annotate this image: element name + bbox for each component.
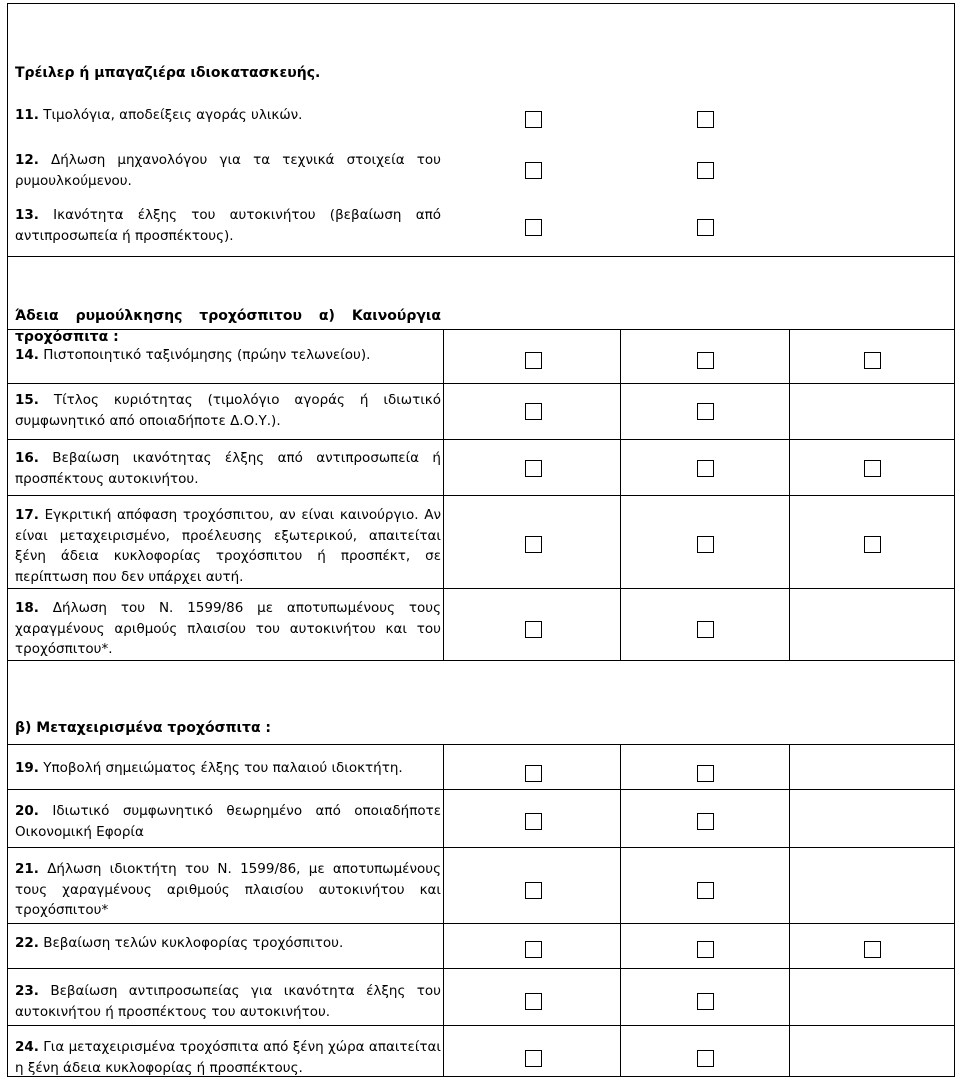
column-divider [620,744,621,1077]
list-item: 12. Δήλωση μηχανολόγου για τα τεχνικά στοιχεία του ρυμουλκούμενου. [15,152,441,189]
list-item: 24. Για μεταχειρισμένα τροχόσπιτα από ξένη χώρα απαιτείται η ξένη άδεια κυκλοφορίας ή προσπέκτους. [15,1039,441,1076]
section-title: Άδεια ρυμούλκησης τροχόσπιτου α) Καινούργια τροχόσπιτα : [15,308,441,345]
list-item: 13. Ικανότητα έλξης του αυτοκινήτου (βεβαίωση από αντιπροσωπεία ή προσπέκτους). [15,207,441,244]
checkbox[interactable] [697,813,714,830]
list-item: 20. Ιδιωτικό συμφωνητικό θεωρημένο από οποιαδήποτε Οικονομική Εφορία [15,803,441,840]
column-divider [789,329,790,660]
checkbox[interactable] [525,536,542,553]
checkbox[interactable] [864,941,881,958]
column-divider [620,329,621,660]
list-item: 22. Βεβαίωση τελών κυκλοφορίας τροχόσπιτου. [15,935,344,951]
checkbox[interactable] [864,536,881,553]
checkbox[interactable] [525,765,542,782]
row-divider [7,383,955,384]
checkbox[interactable] [697,765,714,782]
checkbox[interactable] [525,993,542,1010]
checkbox[interactable] [525,813,542,830]
list-item: 23. Βεβαίωση αντιπροσωπείας για ικανότητα έλξης του αυτοκινήτου ή προσπέκτους του αυτοκινήτου. [15,983,441,1020]
checkbox[interactable] [697,111,714,128]
checkbox[interactable] [525,460,542,477]
checkbox[interactable] [697,219,714,236]
checkbox[interactable] [697,993,714,1010]
row-divider [7,923,955,924]
checkbox[interactable] [525,219,542,236]
column-divider [443,744,444,1077]
checkbox[interactable] [697,882,714,899]
checkbox[interactable] [697,941,714,958]
row-divider [7,439,955,440]
checkbox[interactable] [697,536,714,553]
list-item: 15. Τίτλος κυριότητας (τιμολόγιο αγοράς ή ιδιωτικό συμφωνητικό από οποιαδήποτε Δ.Ο.Υ.). [15,392,441,429]
checkbox[interactable] [525,162,542,179]
checkbox[interactable] [525,882,542,899]
checkbox[interactable] [697,162,714,179]
section-divider [7,256,955,257]
list-item: 19. Υποβολή σημειώματος έλξης του παλαιού ιδιοκτήτη. [15,760,403,776]
section-title: β) Μεταχειρισμένα τροχόσπιτα : [15,720,272,736]
checkbox[interactable] [525,941,542,958]
checkbox[interactable] [697,621,714,638]
section-divider [7,660,955,661]
list-item: 17. Εγκριτική απόφαση τροχόσπιτου, αν είναι καινούργιο. Αν είναι μεταχειρισμένο, προέλευσης εξωτερικού, απαιτείται ξένη άδεια κυκλοφορίας τροχόσπιτου ή προσπέκτ, σε περίπτωση που δεν υπάρχει αυτή. [15,507,441,585]
checkbox[interactable] [525,1050,542,1067]
row-divider [7,847,955,848]
section-title: Τρέιλερ ή μπαγαζιέρα ιδιοκατασκευής. [15,65,321,81]
checkbox[interactable] [697,1050,714,1067]
row-divider [7,1025,955,1026]
row-divider [7,495,955,496]
checkbox[interactable] [525,352,542,369]
checkbox[interactable] [697,460,714,477]
checkbox[interactable] [864,352,881,369]
checkbox[interactable] [864,460,881,477]
checkbox[interactable] [525,111,542,128]
checkbox[interactable] [525,621,542,638]
list-item: 16. Βεβαίωση ικανότητας έλξης από αντιπροσωπεία ή προσπέκτους αυτοκινήτου. [15,450,441,487]
row-divider [7,789,955,790]
list-item: 14. Πιστοποιητικό ταξινόμησης (πρώην τελωνείου). [15,347,371,363]
list-item: 21. Δήλωση ιδιοκτήτη του Ν. 1599/86, με αποτυπωμένους τους χαραγμένους αριθμούς πλαισίου αυτοκινήτου και τροχόσπιτου* [15,861,441,918]
list-item: 18. Δήλωση του Ν. 1599/86 με αποτυπωμένους τους χαραγμένους αριθμούς πλαισίου του αυτοκινήτου και του τροχόσπιτου*. [15,600,441,657]
column-divider [789,744,790,1077]
row-divider [7,744,955,745]
checkbox[interactable] [697,403,714,420]
list-item: 11. Τιμολόγια, αποδείξεις αγοράς υλικών. [15,107,303,123]
checkbox[interactable] [525,403,542,420]
column-divider [443,329,444,660]
row-divider [7,588,955,589]
checkbox[interactable] [697,352,714,369]
row-divider [7,968,955,969]
